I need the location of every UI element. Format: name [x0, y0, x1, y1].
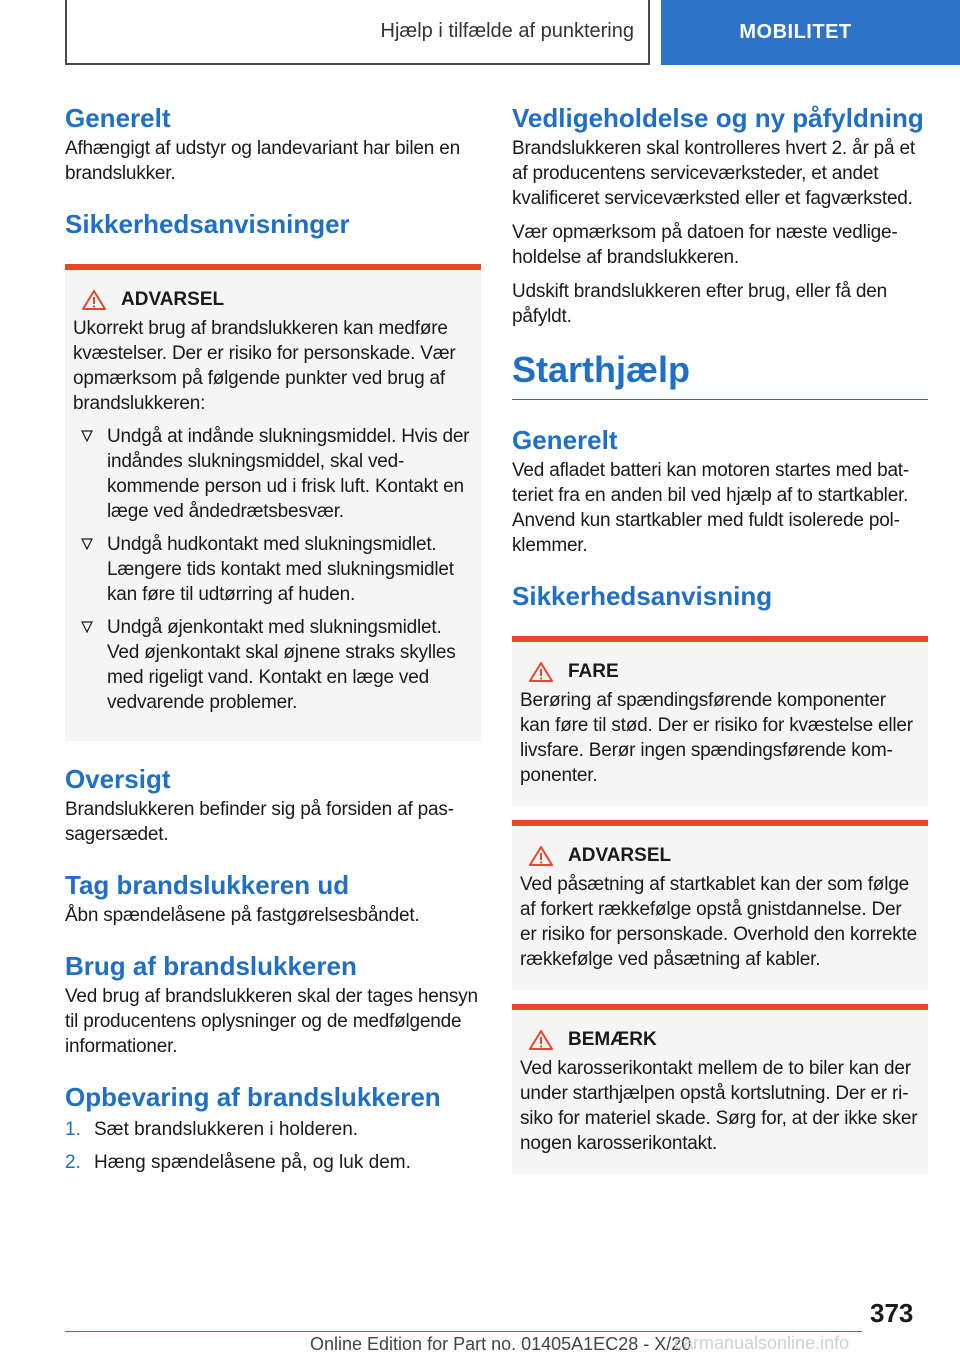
section-tab: [661, 0, 960, 65]
list-item: [65, 1117, 481, 1142]
heading-safety: Sikkerhedsanvisninger: [65, 209, 350, 239]
heading-opbevaring: Opbevaring af brandslukkeren: [65, 1082, 441, 1112]
danger-header: [520, 660, 920, 684]
heading-start-generelt: Generelt: [512, 425, 618, 455]
danger-text: Berøring af spændingsførende komponenter kan føre til stød. Der er risiko for kvæstelse eller livsfare. Berør ingen spændingsførende komponenter.: [520, 690, 913, 786]
generelt-text: Afhængigt af udstyr og landevariant har bilen en brandslukker.: [65, 138, 460, 184]
step-number: 1.: [65, 1119, 81, 1140]
watermark: carmanualsonline.info: [674, 1333, 850, 1353]
warning-text: Ukorrekt brug af brandslukkeren kan medføre kvæstelser. Der er risiko for personskade. Vær opmærksom på følgende punkter ved brug af brandslukkeren:: [73, 318, 456, 414]
heading-tag-ud: Tag brandslukkeren ud: [65, 870, 350, 900]
list-item: Undgå at indånde slukningsmiddel. Hvis der indåndes slukningsmiddel, skal vedkommende person ud i frisk luft. Kontakt en læge ved åndedrætsbesvær.: [73, 424, 473, 524]
step-text: Sæt brandslukkeren i holderen.: [94, 1119, 359, 1140]
heading-brug: Brug af brandslukkeren: [65, 951, 357, 981]
list-item: Undgå hudkontakt med slukningsmidlet. Længere tids kontakt med slukningsmidlet kan føre til udtørring af huden.: [73, 532, 473, 607]
warning-triangle-icon: [524, 1028, 558, 1052]
heading-starthjaelp: Starthjælp: [512, 347, 928, 400]
warning-triangle-icon: [77, 288, 111, 312]
maintenance-text-2: Vær opmærksom på datoen for næste vedligeholdelse af brandslukkeren.: [512, 222, 898, 268]
oversigt-text: Brandslukkeren befinder sig på forsiden af passagersædet.: [65, 799, 454, 845]
start-generelt-text: Ved afladet batteri kan motoren startes med batteriet fra en anden bil ved hjælp af to startkabler. Anvend kun startkabler med fuldt isolerede polklemmer.: [512, 460, 910, 556]
section-label: MOBILITET: [739, 21, 852, 43]
notice-text: Ved karosserikontakt mellem de to biler kan der under starthjælpen opstå kortslutning. Der er risiko for materiel skade. Sørg for, at der ikke sker nogen karosserikontakt.: [520, 1058, 918, 1154]
bullet-triangle-icon: [81, 538, 93, 550]
opbevaring-steps: [65, 1117, 481, 1175]
warning-triangle-icon: [524, 660, 558, 684]
step-text: Hæng spændelåsene på, og luk dem.: [94, 1152, 411, 1173]
notice-header: [520, 1028, 920, 1052]
warning-triangle-icon: [524, 844, 558, 868]
right-column: [512, 102, 928, 1174]
danger-box: [512, 636, 928, 806]
list-item: Undgå øjenkontakt med slukningsmidlet. Ved øjenkontakt skal øjnene straks skylles med rigeligt vand. Kontakt en læge ved vedvarende problemer.: [73, 615, 473, 715]
warning-bullets: [73, 424, 473, 715]
step-number: 2.: [65, 1152, 81, 1173]
warning-label: ADVARSEL: [121, 289, 225, 310]
maintenance-text-1: Brandslukkeren skal kontrolleres hvert 2. år på et af producentens serviceværksteder, et andet kvalificeret serviceværksted eller et fagværksted.: [512, 138, 915, 209]
page-number: 373: [870, 1298, 914, 1328]
heading-oversigt: Oversigt: [65, 764, 171, 794]
list-item: [65, 1150, 481, 1175]
notice-label: BEMÆRK: [568, 1029, 657, 1050]
left-column: [65, 102, 481, 1183]
tag-ud-text: Åbn spændelåsene på fastgørelsesbåndet.: [65, 905, 420, 926]
brug-text: Ved brug af brandslukkeren skal der tages hensyn til producentens oplysninger og de medfølgende informationer.: [65, 986, 478, 1057]
heading-start-safety: Sikkerhedsanvisning: [512, 581, 773, 611]
chapter-title: Hjælp i tilfælde af punktering: [380, 20, 634, 42]
bullet-triangle-icon: [81, 621, 93, 633]
footer-divider: [65, 1331, 862, 1332]
danger-label: FARE: [568, 661, 619, 682]
maintenance-text-3: Udskift brandslukkeren efter brug, eller få den påfyldt.: [512, 281, 888, 327]
heading-maintenance: Vedligeholdelse og ny påfyldning: [512, 103, 924, 133]
advarsel-header: [520, 844, 920, 868]
notice-box: [512, 1004, 928, 1174]
chapter-header: [65, 0, 650, 65]
advarsel-box: [512, 820, 928, 990]
advarsel-text: Ved påsætning af startkablet kan der som følge af forkert rækkefølge opstå gnistdannelse. Der er risiko for personskade. Overhold den korrekte rækkefølge ved påsætning af kabler.: [520, 874, 917, 970]
heading-generelt: Generelt: [65, 103, 171, 133]
warning-box: [65, 264, 481, 741]
edition-text: Online Edition for Part no. 01405A1EC28 - X/20: [310, 1334, 692, 1354]
advarsel-label: ADVARSEL: [568, 845, 672, 866]
bullet-triangle-icon: [81, 430, 93, 442]
warning-header: [73, 288, 473, 312]
